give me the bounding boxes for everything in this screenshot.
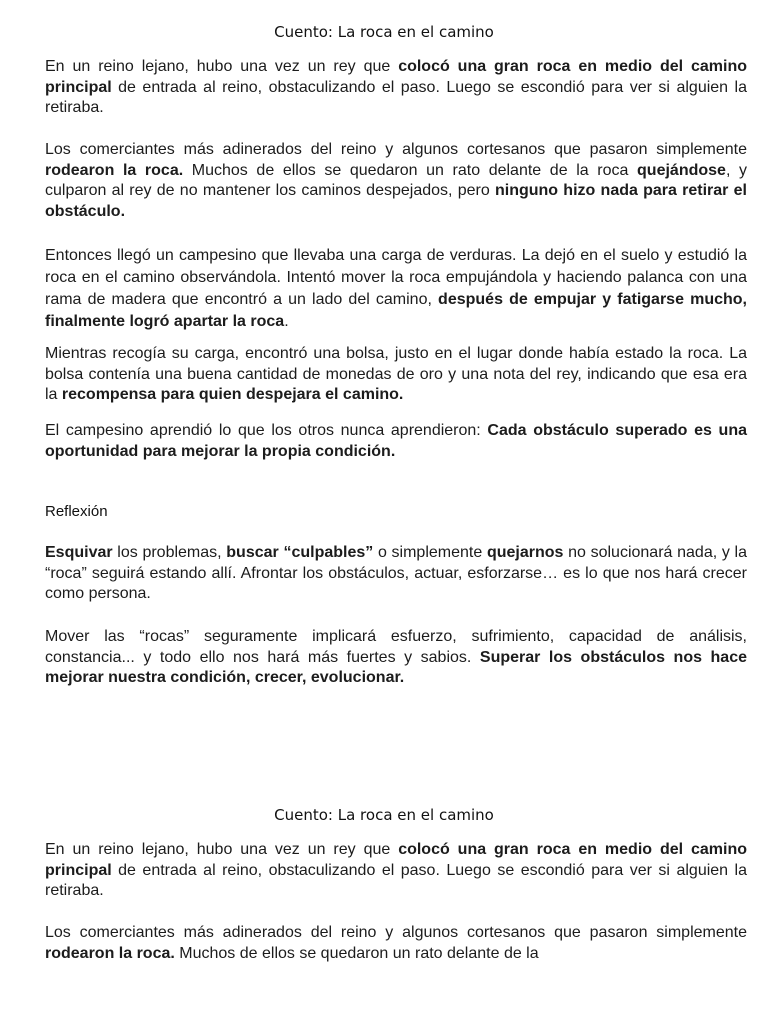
text-span: Entonces llegó un campesino que llevaba una carga de verduras. La dejó en el suelo y estudió la roca en el camino observándola. Intentó mover la roca empujándola y haciendo palanca con una rama de madera que encontró a un lado del camino, [45,247,747,308]
text-span: Los comerciantes más adinerados del reino y algunos cortesanos que pasaron simplemente [45,924,747,941]
bold-span: ninguno hizo nada para retirar el obstáculo. [45,182,747,220]
text-span: Los comerciantes más adinerados del reino y algunos cortesanos que pasaron simplemente [45,141,747,158]
text-span: El campesino aprendió lo que los otros nunca aprendieron: [45,422,488,439]
story-title-repeat: Cuento: La roca en el camino [274,806,494,824]
story-paragraph-1 [45,57,747,119]
story-paragraph-5 [45,421,747,462]
bold-span: recompensa para quien despejara el camino. [61,386,404,403]
bold-span: buscar “culpables” [226,544,374,561]
story-repeat-paragraph-2 [45,923,747,964]
text-span: de entrada al reino, obstaculizando el paso. Luego se escondió para ver si alguien la retiraba. [45,861,747,899]
story-paragraph-4 [45,344,747,406]
bold-span: rodearon la roca. [45,161,184,179]
bold-span: después de empujar y fatigarse mucho, finalmente logró apartar la roca [45,291,747,330]
text-span: los problemas, [112,544,227,561]
text-span: Mover las “rocas” seguramente implicará esfuerzo, sufrimiento, capacidad de análisis, constancia... y todo ello nos hará más fuertes y sabios. [45,628,747,666]
text-span: Muchos de ellos se quedaron un rato delante de la [174,944,539,962]
reflection-heading: Reflexión [45,503,108,520]
bold-span: colocó una gran roca en medio del camino principal [45,58,748,96]
bold-span: colocó una gran roca en medio del camino principal [45,841,748,879]
bold-span: rodearon la roca. [45,944,175,962]
text-span: Muchos de ellos se quedaron un rato delante de la roca [183,161,638,179]
story-paragraph-3 [45,245,747,333]
text-span: En un reino lejano, hubo una vez un rey que [45,58,399,75]
bold-span: Esquivar [45,544,113,561]
text-span: o simplemente [373,544,487,561]
text-span: . [284,313,289,330]
text-span: , y culparon al rey de no mantener los caminos despejados, pero [45,161,747,199]
text-span: no solucionará nada, y la “roca” seguirá estando allí. Afrontar los obstáculos, actuar, esforzarse… es lo que nos hará crecer como persona. [45,544,747,602]
bold-span: quejándose [637,161,726,179]
story-repeat-paragraph-1 [45,840,747,902]
bold-span: Cada obstáculo superado es una oportunidad para mejorar la propia condición. [45,422,747,460]
story-title: Cuento: La roca en el camino [274,23,494,41]
bold-span: quejarnos [486,544,564,561]
reflection-paragraph-2 [45,627,747,689]
story-paragraph-2 [45,140,747,222]
text-span: Mientras recogía su carga, encontró una bolsa, justo en el lugar donde había estado la roca. La bolsa contenía una buena cantidad de monedas de oro y una nota del rey, indicando que esa era la [45,345,747,403]
text-span: de entrada al reino, obstaculizando el paso. Luego se escondió para ver si alguien la retiraba. [45,78,747,116]
text-span: En un reino lejano, hubo una vez un rey que [45,841,399,858]
reflection-paragraph-1 [45,543,747,605]
bold-span: Superar los obstáculos nos hace mejorar nuestra condición, crecer, evolucionar. [45,648,747,686]
